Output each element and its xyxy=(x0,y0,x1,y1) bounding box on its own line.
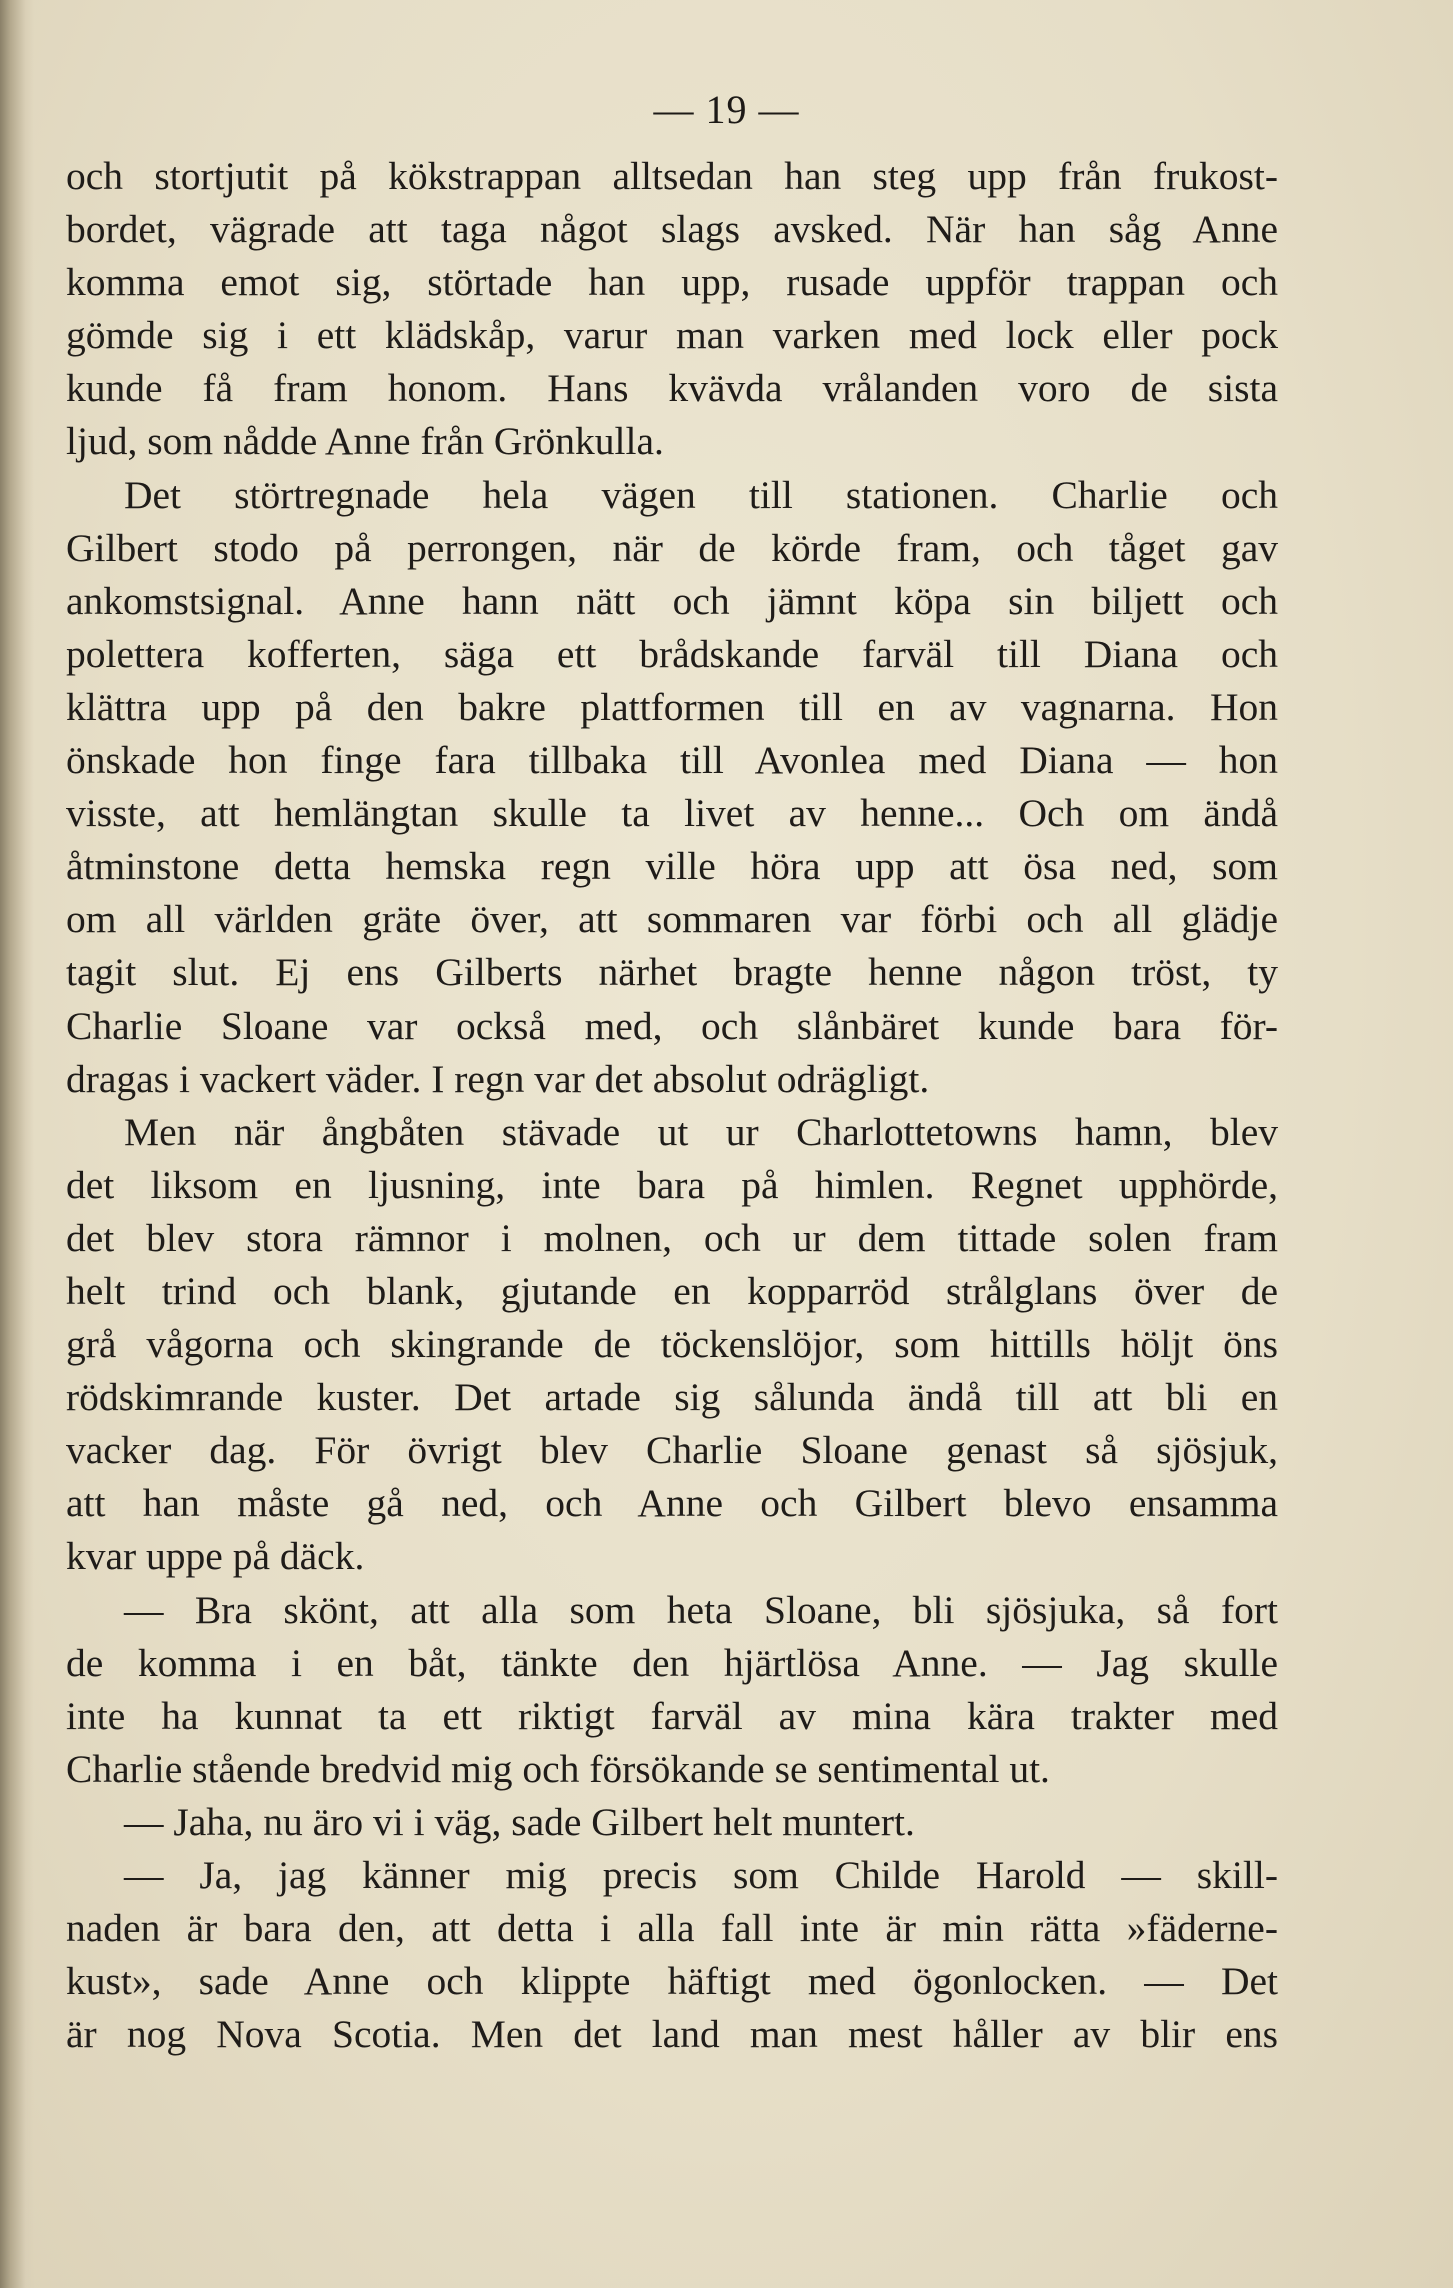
text-line: önskade hon finge fara tillbaka till Avonlea med Diana — hon xyxy=(66,738,1278,783)
text-line: inte ha kunnat ta ett riktigt farväl av mina kära trakter med xyxy=(66,1693,1278,1738)
text-line: och stortjutit på kökstrappan alltsedan han steg upp från frukost- xyxy=(66,154,1278,198)
text-line: — Jaha, nu äro vi i väg, sade Gilbert helt muntert. xyxy=(124,1799,915,1844)
text-line: Charlie Sloane var också med, och slånbäret kunde bara för- xyxy=(66,1003,1278,1048)
text-line: polettera kofferten, säga ett brådskande farväl till Diana och xyxy=(66,631,1278,676)
text-line: åtminstone detta hemska regn ville höra upp att ösa ned, som xyxy=(66,844,1278,889)
text-line: — Ja, jag känner mig precis som Childe Harold — skill- xyxy=(124,1853,1278,1897)
text-line: det liksom en ljusning, inte bara på himlen. Regnet upphörde, xyxy=(66,1162,1278,1207)
text-line: kust», sade Anne och klippte häftigt med ögonlocken. — Det xyxy=(66,1959,1278,2004)
text-line: gömde sig i ett klädskåp, varur man varken med lock eller pock xyxy=(66,313,1278,358)
text-line: tagit slut. Ej ens Gilberts närhet bragte henne någon tröst, ty xyxy=(66,950,1278,995)
text-line: helt trind och blank, gjutande en kopparröd strålglans över de xyxy=(66,1268,1278,1313)
text-line: Gilbert stodo på perrongen, när de körde fram, och tåget gav xyxy=(66,525,1278,570)
text-line: vacker dag. För övrigt blev Charlie Sloane genast så sjösjuk, xyxy=(66,1428,1278,1473)
text-line: klättra upp på den bakre plattformen till en av vagnarna. Hon xyxy=(66,684,1278,729)
text-line: naden är bara den, att detta i alla fall inte är min rätta »fäderne- xyxy=(66,1906,1278,1951)
text-line: ljud, som nådde Anne från Grönkulla. xyxy=(66,419,664,464)
text-line: ankomstsignal. Anne hann nätt och jämnt köpa sin biljett och xyxy=(66,578,1278,623)
text-line: grå vågorna och skingrande de töckenslöjor, som hittills höljt öns xyxy=(66,1322,1278,1367)
text-line: — Bra skönt, att alla som heta Sloane, bli sjösjuka, så fort xyxy=(124,1587,1278,1632)
text-line: är nog Nova Scotia. Men det land man mest håller av blir ens xyxy=(66,2012,1278,2057)
text-line: bordet, vägrade att taga något slags avsked. När han såg Anne xyxy=(66,207,1278,252)
page-number: — 19 — xyxy=(653,87,800,132)
text-line: dragas i vackert väder. I regn var det absolut odrägligt. xyxy=(66,1056,930,1101)
text-line: att han måste gå ned, och Anne och Gilbert blevo ensamma xyxy=(66,1481,1278,1526)
text-line: Det störtregnade hela vägen till stationen. Charlie och xyxy=(124,472,1278,517)
text-line: de komma i en båt, tänkte den hjärtlösa Anne. — Jag skulle xyxy=(66,1640,1278,1685)
text-line: rödskimrande kuster. Det artade sig sålunda ändå till att bli en xyxy=(66,1375,1278,1420)
text-line: kvar uppe på däck. xyxy=(66,1534,365,1579)
text-line: Charlie stående bredvid mig och försökande se sentimental ut. xyxy=(66,1746,1050,1791)
book-spine-shadow xyxy=(0,0,34,2288)
text-line: det blev stora rämnor i molnen, och ur dem tittade solen fram xyxy=(66,1215,1278,1260)
text-line: visste, att hemlängtan skulle ta livet av henne... Och om ändå xyxy=(66,791,1278,836)
text-line: kunde få fram honom. Hans kvävda vrålanden voro de sista xyxy=(66,366,1278,411)
body-text xyxy=(66,150,1278,2061)
text-line: Men när ångbåten stävade ut ur Charlottetowns hamn, blev xyxy=(124,1109,1278,1154)
text-line: om all världen gräte över, att sommaren var förbi och all glädje xyxy=(66,897,1278,942)
text-line: komma emot sig, störtade han upp, rusade uppför trappan och xyxy=(66,260,1278,305)
